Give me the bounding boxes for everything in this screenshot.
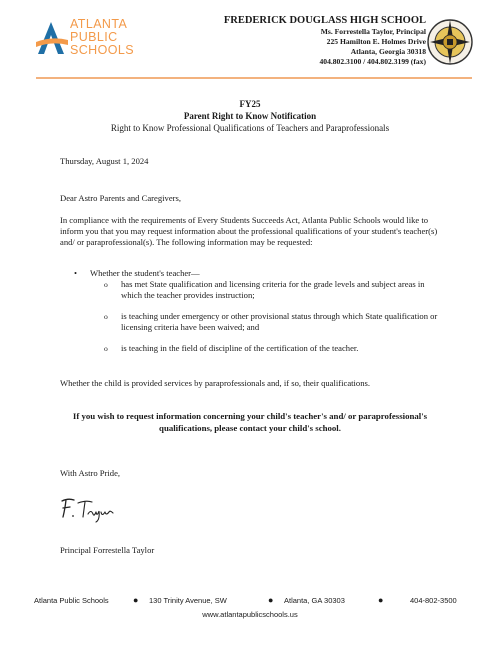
- footer-website-link[interactable]: www.atlantapublicschools.us: [202, 610, 298, 619]
- logo-line-1: ATLANTA: [70, 17, 128, 31]
- sub-list-item: o is teaching in the field of discipline of the certification of the teacher.: [104, 343, 444, 354]
- fiscal-year-title: FY25: [239, 99, 261, 109]
- list-item: [74, 268, 444, 354]
- logo-line-2: PUBLIC: [70, 30, 118, 44]
- intro-paragraph: In compliance with the requirements of Every Students Succeeds Act, Atlanta Public Schools would like to inform you that you may request information about the professional qualifications of your student's teacher(s) and/ or paraprofessional(s). The following information may be requested:: [60, 215, 438, 247]
- notice-titles: [0, 98, 500, 134]
- sub-list: [90, 279, 444, 354]
- footer-separator: ●: [133, 595, 139, 605]
- header-rule: [36, 77, 472, 79]
- logo-line-3: SCHOOLS: [70, 43, 134, 57]
- notice-subtitle: Right to Know Professional Qualifications of Teachers and Paraprofessionals: [110, 123, 390, 133]
- principal-line: Ms. Forrestella Taylor, Principal: [320, 27, 426, 36]
- sub-list-item: o has met State qualification and licensing criteria for the grade levels and subject areas in which the teacher provides instruction;: [104, 279, 444, 301]
- footer-separator: ●: [268, 595, 274, 605]
- footer-street: 130 Trinity Avenue, SW: [149, 596, 227, 605]
- address-line-2: Atlanta, Georgia 30318: [350, 47, 426, 56]
- contact-callout: If you wish to request information concerning your child's teacher's and/ or paraprofessional's qualifications, please contact your child's school.: [72, 411, 428, 433]
- phone-line: 404.802.3100 / 404.802.3199 (fax): [319, 57, 426, 66]
- aps-logo-wordmark: [70, 18, 134, 57]
- letter-date: Thursday, August 1, 2024: [60, 156, 149, 166]
- footer-phone: 404-802-3500: [410, 596, 457, 605]
- footer-city: Atlanta, GA 30303: [284, 596, 345, 605]
- footer-org: Atlanta Public Schools: [34, 596, 109, 605]
- closing: With Astro Pride,: [60, 468, 121, 478]
- signature: [58, 495, 122, 523]
- bullet-label: Whether the student's teacher—: [90, 268, 200, 278]
- school-name: FREDERICK DOUGLASS HIGH SCHOOL: [223, 15, 426, 26]
- request-list: [74, 268, 444, 354]
- sub-list-item: o is teaching under emergency or other provisional status through which State qualification or licensing criteria have been waived; and: [104, 311, 444, 333]
- school-seal-icon: [426, 16, 474, 68]
- paraprofessional-paragraph: Whether the child is provided services by paraprofessionals and, if so, their qualifications.: [60, 378, 371, 388]
- footer-separator: ●: [378, 595, 384, 605]
- signer-name: Principal Forrestella Taylor: [60, 545, 155, 555]
- address-line-1: 225 Hamilton E. Holmes Drive: [326, 37, 426, 46]
- greeting: Dear Astro Parents and Caregivers,: [60, 193, 181, 203]
- notice-title: Parent Right to Know Notification: [183, 111, 317, 121]
- school-address-block: [224, 15, 426, 67]
